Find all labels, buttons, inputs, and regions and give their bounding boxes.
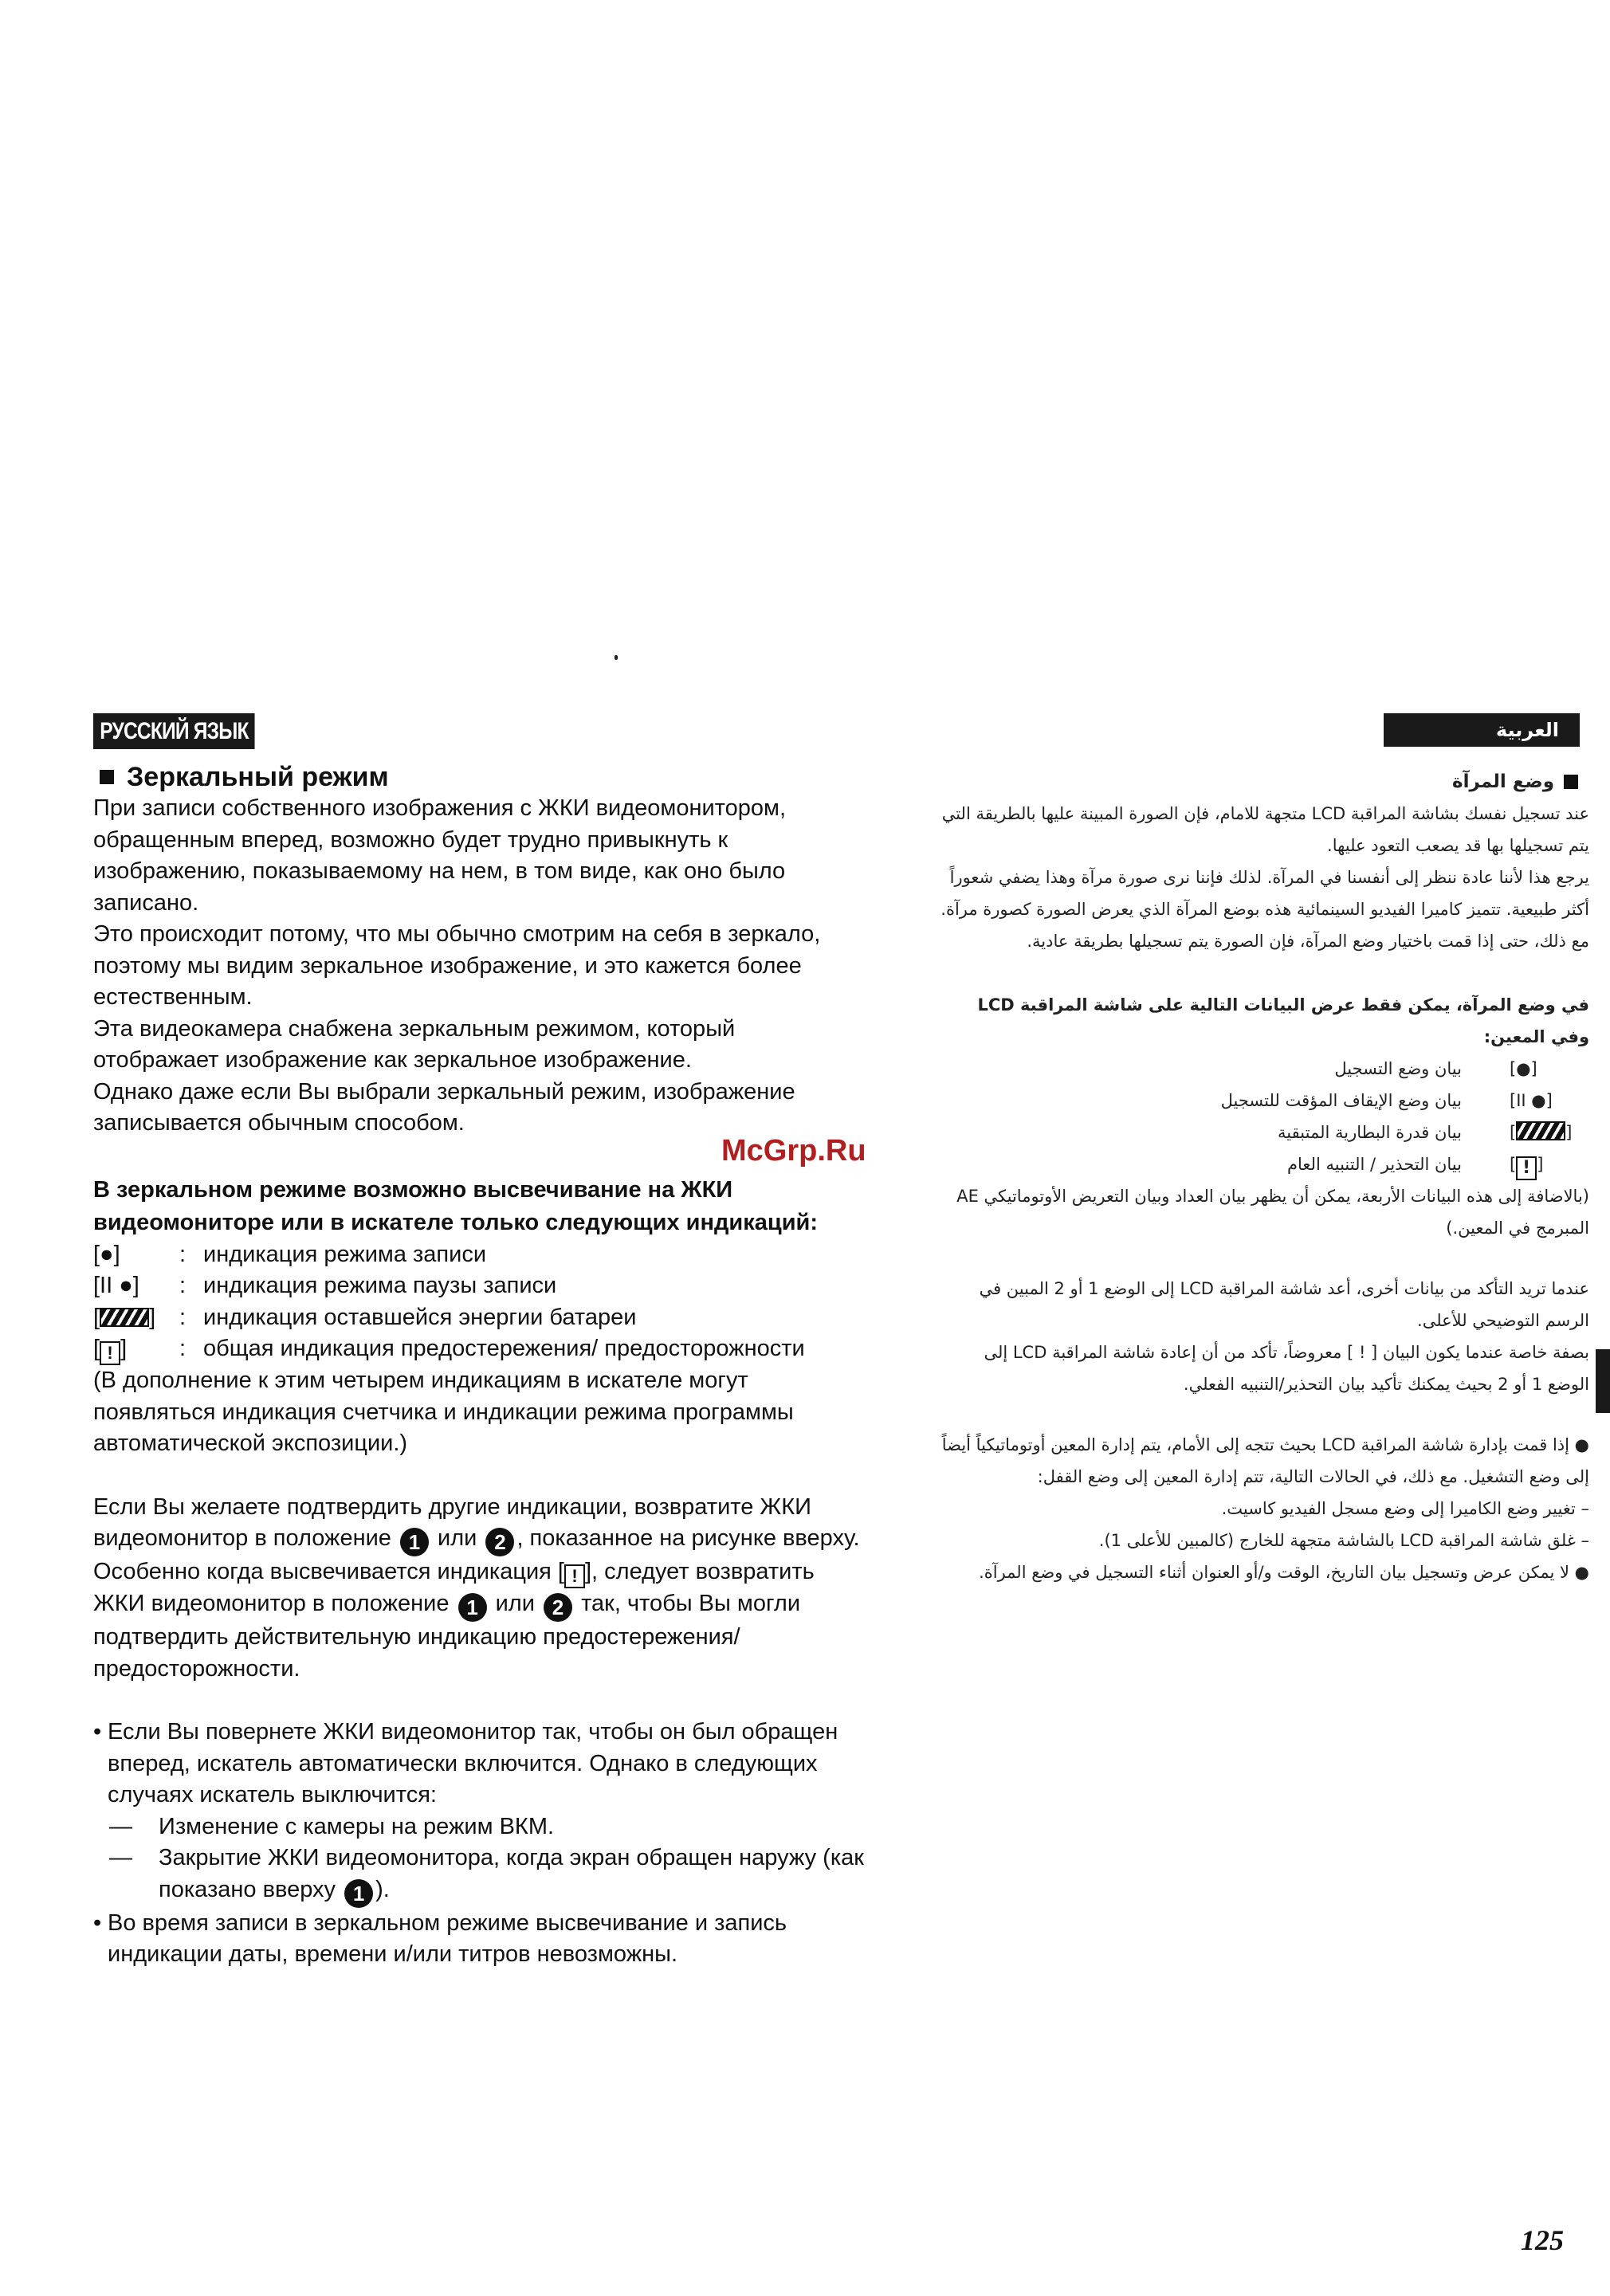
text: ], следует возвратить ЖКИ видеомонитор в положение bbox=[93, 1559, 815, 1616]
paragraph-4: Однако даже если Вы выбрали зеркальный режим, изображение записывается обычным способом. bbox=[93, 1078, 795, 1136]
square-bullet-icon bbox=[1564, 775, 1578, 789]
indication-row bbox=[93, 1270, 866, 1302]
position-1-icon: 1 bbox=[400, 1528, 429, 1556]
indication-text: بيان وضع التسجيل bbox=[1334, 1059, 1462, 1078]
colon: : bbox=[179, 1336, 187, 1361]
bullet-item bbox=[93, 1908, 866, 1971]
bullet-text: إذا قمت بإدارة شاشة المراقبة LCD بحيث تتجه إلى الأمام، يتم إدارة المعين أوتوماتيكياً أيضاً إلى وضع التشغيل. مع ذلك، في الحالات التالية، تتم إدارة المعين إلى وضع القفل: bbox=[941, 1435, 1589, 1486]
warning-indicator: [ ! ] bbox=[1510, 1148, 1589, 1180]
paragraph-2: Это происходит потому, что мы обычно смотрим на себя в зеркало, поэтому мы видим зеркальное изображение, и это кажется более естественным. bbox=[93, 921, 821, 1010]
indications-note: (بالاضافة إلى هذه البيانات الأربعة، يمكن أن يظهر بيان العداد وبيان التعريض الأوتوماتيكي AE المبرمج في المعين.) bbox=[956, 1187, 1589, 1238]
dash-item bbox=[939, 1493, 1589, 1525]
dash-mark: — bbox=[109, 1813, 132, 1839]
text: так, чтобы Вы могли подтвердить действительную индикацию предостережения/предосторожности. bbox=[93, 1591, 801, 1682]
record-indicator-icon: [●] bbox=[93, 1241, 120, 1267]
dash-text: تغيير وضع الكاميرا إلى وضع مسجل الفيديو كاسيت. bbox=[1221, 1499, 1576, 1518]
text: Особенно когда высвечивается индикация [ bbox=[93, 1559, 564, 1584]
bullet-dot-icon: • bbox=[93, 1719, 102, 1745]
dash-item bbox=[93, 1843, 866, 1908]
watermark: McGrp.Ru bbox=[721, 1134, 866, 1168]
text: , показанное на рисунке вверху. bbox=[516, 1525, 860, 1551]
record-indicator-icon: [●] bbox=[1510, 1059, 1537, 1078]
warning-indicator: [ ! ] bbox=[93, 1333, 179, 1365]
indication-text: индикация режима записи bbox=[203, 1241, 487, 1267]
text: или bbox=[438, 1525, 477, 1551]
bullet-dot-icon: ● bbox=[1569, 1435, 1589, 1454]
colon: : bbox=[179, 1241, 187, 1267]
dash-text: Изменение с камеры на режим ВКМ. bbox=[159, 1813, 555, 1839]
warning-icon: ! bbox=[100, 1341, 120, 1365]
text: ). bbox=[375, 1876, 390, 1902]
battery-icon bbox=[1516, 1121, 1565, 1140]
indication-text: общая индикация предостережения/ предосторожности bbox=[203, 1336, 805, 1361]
position-1-icon: 1 bbox=[458, 1593, 487, 1622]
position-2-icon: 2 bbox=[544, 1593, 572, 1622]
indication-row bbox=[939, 1117, 1589, 1148]
indication-row bbox=[939, 1148, 1589, 1180]
indication-row bbox=[93, 1239, 866, 1271]
paragraph-4: عندما تريد التأكد من بيانات أخرى، أعد شاشة المراقبة LCD إلى الوضع 1 أو 2 المبين في الرسم التوضيحي للأعلى. bbox=[979, 1279, 1589, 1330]
indications-note: (В дополнение к этим четырем индикациям в искателе могут появляться индикация счетчика и индикации режима программы автоматической экспозиции.) bbox=[93, 1368, 794, 1456]
position-1-icon: 1 bbox=[344, 1879, 373, 1908]
language-label-arabic: العربية bbox=[1384, 713, 1580, 747]
indication-text: индикация оставшейся энергии батареи bbox=[203, 1304, 637, 1330]
indication-text: индикация режима паузы записи bbox=[203, 1273, 557, 1298]
bullet-text: Если Вы повернете ЖКИ видеомонитор так, чтобы он был обращен вперед, искатель автоматически включится. Однако в следующих случаях искатель выключится: bbox=[108, 1719, 838, 1807]
bullet-item bbox=[93, 1717, 866, 1811]
warning-icon: ! bbox=[564, 1564, 585, 1588]
paragraph-5: بصفة خاصة عندما يكون البيان [ ! ] معروضاً، تأكد من أن إعادة شاشة المراقبة LCD إلى الوضع 1 أو 2 بحيث يمكنك تأكيد بيان التحذير/التنبيه الفعلي. bbox=[984, 1343, 1589, 1394]
indication-text: بيان التحذير / التنبيه العام bbox=[1287, 1155, 1462, 1174]
indications-intro: В зеркальном режиме возможно высвечивание на ЖКИ видеомониторе или в искателе только следующих индикаций: bbox=[93, 1176, 819, 1235]
dash-item bbox=[93, 1811, 866, 1843]
dash-mark: – bbox=[1575, 1531, 1589, 1550]
square-bullet-icon bbox=[100, 770, 114, 784]
arabic-column bbox=[939, 713, 1589, 1588]
stray-mark bbox=[615, 655, 618, 660]
pause-indicator-icon: [II ●] bbox=[93, 1273, 139, 1298]
paragraph-6 bbox=[93, 1556, 866, 1685]
section-title-text: Зеркальный режим bbox=[127, 761, 389, 792]
language-label-russian: РУССКИЙ ЯЗЫК bbox=[93, 713, 255, 749]
warning-icon: ! bbox=[1516, 1156, 1537, 1180]
text: Если Вы желаете подтвердить другие индикации, возвратите ЖКИ видеомонитор в положение bbox=[93, 1493, 811, 1551]
pause-indicator-icon: [II ●] bbox=[1510, 1091, 1553, 1110]
battery-icon bbox=[100, 1308, 149, 1327]
section-title bbox=[939, 766, 1589, 798]
indication-row bbox=[939, 1085, 1589, 1117]
indication-text: بيان وضع الإيقاف المؤقت للتسجيل bbox=[1220, 1091, 1462, 1110]
russian-column bbox=[93, 713, 866, 1971]
paragraph-1: عند تسجيل نفسك بشاشة المراقبة LCD متجهة للامام، فإن الصورة المبينة عليها بالطريقة التي يتم تسجيلها بها قد يصعب التعود عليها. bbox=[941, 804, 1589, 855]
dash-text: غلق شاشة المراقبة LCD بالشاشة متجهة للخارج (كالمبين للأعلى 1). bbox=[1098, 1531, 1576, 1550]
position-2-icon: 2 bbox=[485, 1528, 514, 1556]
colon: : bbox=[179, 1304, 187, 1330]
bullet-item bbox=[939, 1556, 1589, 1588]
indication-row bbox=[93, 1302, 866, 1334]
section-title bbox=[93, 762, 866, 794]
indication-row bbox=[939, 1053, 1589, 1085]
battery-indicator: [ ] bbox=[1510, 1123, 1573, 1142]
battery-indicator: [ ] bbox=[93, 1304, 156, 1330]
text: или bbox=[495, 1591, 535, 1616]
paragraph-1: При записи собственного изображения с ЖКИ видеомонитором, обращенным вперед, возможно будет трудно привыкнуть к изображению, показываемому на нем, в том виде, как оно было записано. bbox=[93, 795, 787, 916]
bullet-dot-icon: • bbox=[93, 1909, 102, 1936]
bullet-text: Во время записи в зеркальном режиме высвечивание и запись индикации даты, времени и/или титров невозможны. bbox=[108, 1909, 787, 1967]
dash-text bbox=[159, 1843, 866, 1908]
paragraph-5 bbox=[93, 1492, 866, 1557]
paragraph-3: مع ذلك، حتى إذا قمت باختيار وضع المرآة، فإن الصورة يتم تسجيلها بطريقة عادية. bbox=[1027, 932, 1589, 951]
dash-item bbox=[939, 1525, 1589, 1556]
section-title-text: وضع المرآة bbox=[1452, 771, 1554, 792]
section-edge-tab bbox=[1596, 1349, 1610, 1413]
text: Закрытие ЖКИ видеомонитора, когда экран обращен наружу (как показано вверху bbox=[159, 1845, 864, 1902]
paragraph-2: يرجع هذا لأننا عادة ننظر إلى أنفسنا في المرآة. لذلك فإننا نرى صورة مرآة وهذا يضفي شعوراً أكثر طبيعية. تتميز كاميرا الفيديو السينمائية هذه بوضع المرآة الذي يعرض الصورة كصورة مرآة. bbox=[940, 868, 1589, 919]
dash-mark: – bbox=[1575, 1499, 1589, 1518]
bullet-text: لا يمكن عرض وتسجيل بيان التاريخ، الوقت و/أو العنوان أثناء التسجيل في وضع المرآة. bbox=[979, 1563, 1569, 1582]
page-number: 125 bbox=[1521, 2224, 1564, 2256]
indication-row bbox=[93, 1333, 866, 1365]
paragraph-3: Эта видеокамера снабжена зеркальным режимом, который отображает изображение как зеркальное изображение. bbox=[93, 1015, 736, 1073]
bullet-item bbox=[939, 1429, 1589, 1493]
dash-mark: — bbox=[109, 1845, 132, 1870]
indication-text: بيان قدرة البطارية المتبقية bbox=[1278, 1123, 1462, 1142]
indications-intro: في وضع المرآة، يمكن فقط عرض البيانات التالية على شاشة المراقبة LCD وفي المعين: bbox=[977, 995, 1589, 1046]
colon: : bbox=[179, 1273, 187, 1298]
bullet-dot-icon: ● bbox=[1569, 1563, 1589, 1582]
